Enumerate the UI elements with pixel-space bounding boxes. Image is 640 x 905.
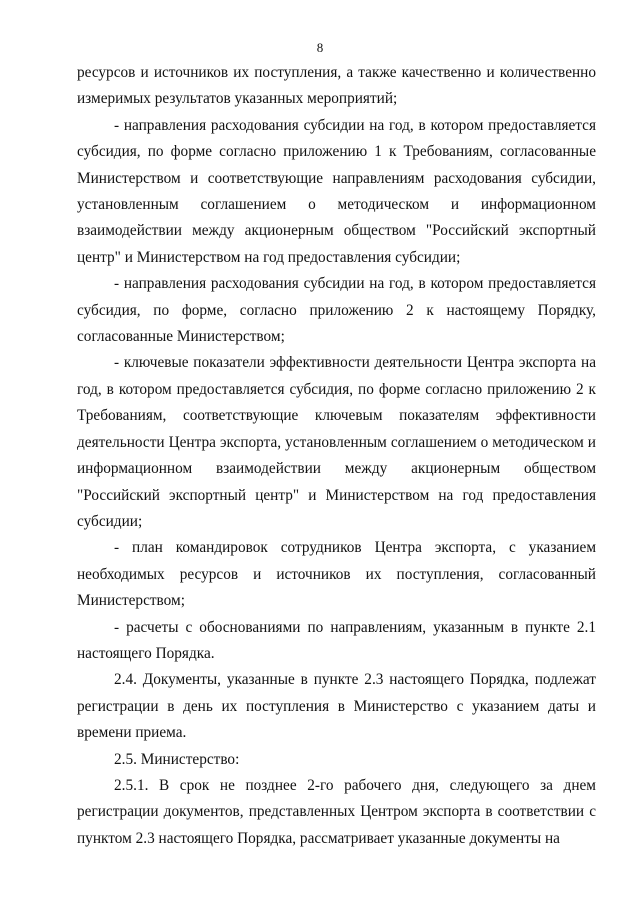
page-number: 8: [316, 40, 324, 55]
paragraph-key-performance-indicators: - ключевые показатели эффективности деятельности Центра экспорта на год, в котором предоставляется субсидия, по форме согласно приложению 2 к Требованиям, соответствующие ключевым показателям эффективности деятельности Центра экспорта, установленным соглашением о методическом и информационном взаимодействии между акционерным обществом "Российский экспортный центр" и Министерством на год предоставления субсидии;: [77, 354, 596, 530]
document-body: [77, 60, 596, 852]
paragraph-subsidy-directions-requirements: - направления расходования субсидии на год, в котором предоставляется субсидия, по форме согласно приложению 1 к Требованиям, согласованные Министерством и соответствующие направлениям расходования субсидии, установленным соглашением о методическом и информационном взаимодействии между акционерным обществом "Российский экспортный центр" и Министерством на год предоставления субсидии;: [77, 116, 596, 266]
paragraph-subsidy-directions-procedure: - направления расходования субсидии на год, в котором предоставляется субсидия, по форме, согласно приложению 2 к настоящему Порядку, согласованные Министерством;: [77, 275, 596, 346]
paragraph-business-trip-plan: - план командировок сотрудников Центра экспорта, с указанием необходимых ресурсов и источников их поступления, согласованный Министерством;: [77, 539, 596, 610]
paragraph-calculations: - расчеты с обоснованиями по направлениям, указанным в пункте 2.1 настоящего Порядка.: [77, 618, 596, 662]
paragraph-2-5-1: 2.5.1. В срок не позднее 2-го рабочего дня, следующего за днем регистрации документов, представленных Центром экспорта в соответствии с пунктом 2.3 настоящего Порядка, рассматривает указанные документы на: [77, 776, 596, 847]
paragraph-2-5: 2.5. Министерство:: [114, 750, 240, 768]
paragraph-2-4: 2.4. Документы, указанные в пункте 2.3 настоящего Порядка, подлежат регистрации в день их поступления в Министерство с указанием даты и времени приема.: [77, 671, 596, 742]
paragraph-continuation: ресурсов и источников их поступления, а также качественно и количественно измеримых результатов указанных мероприятий;: [77, 64, 596, 108]
